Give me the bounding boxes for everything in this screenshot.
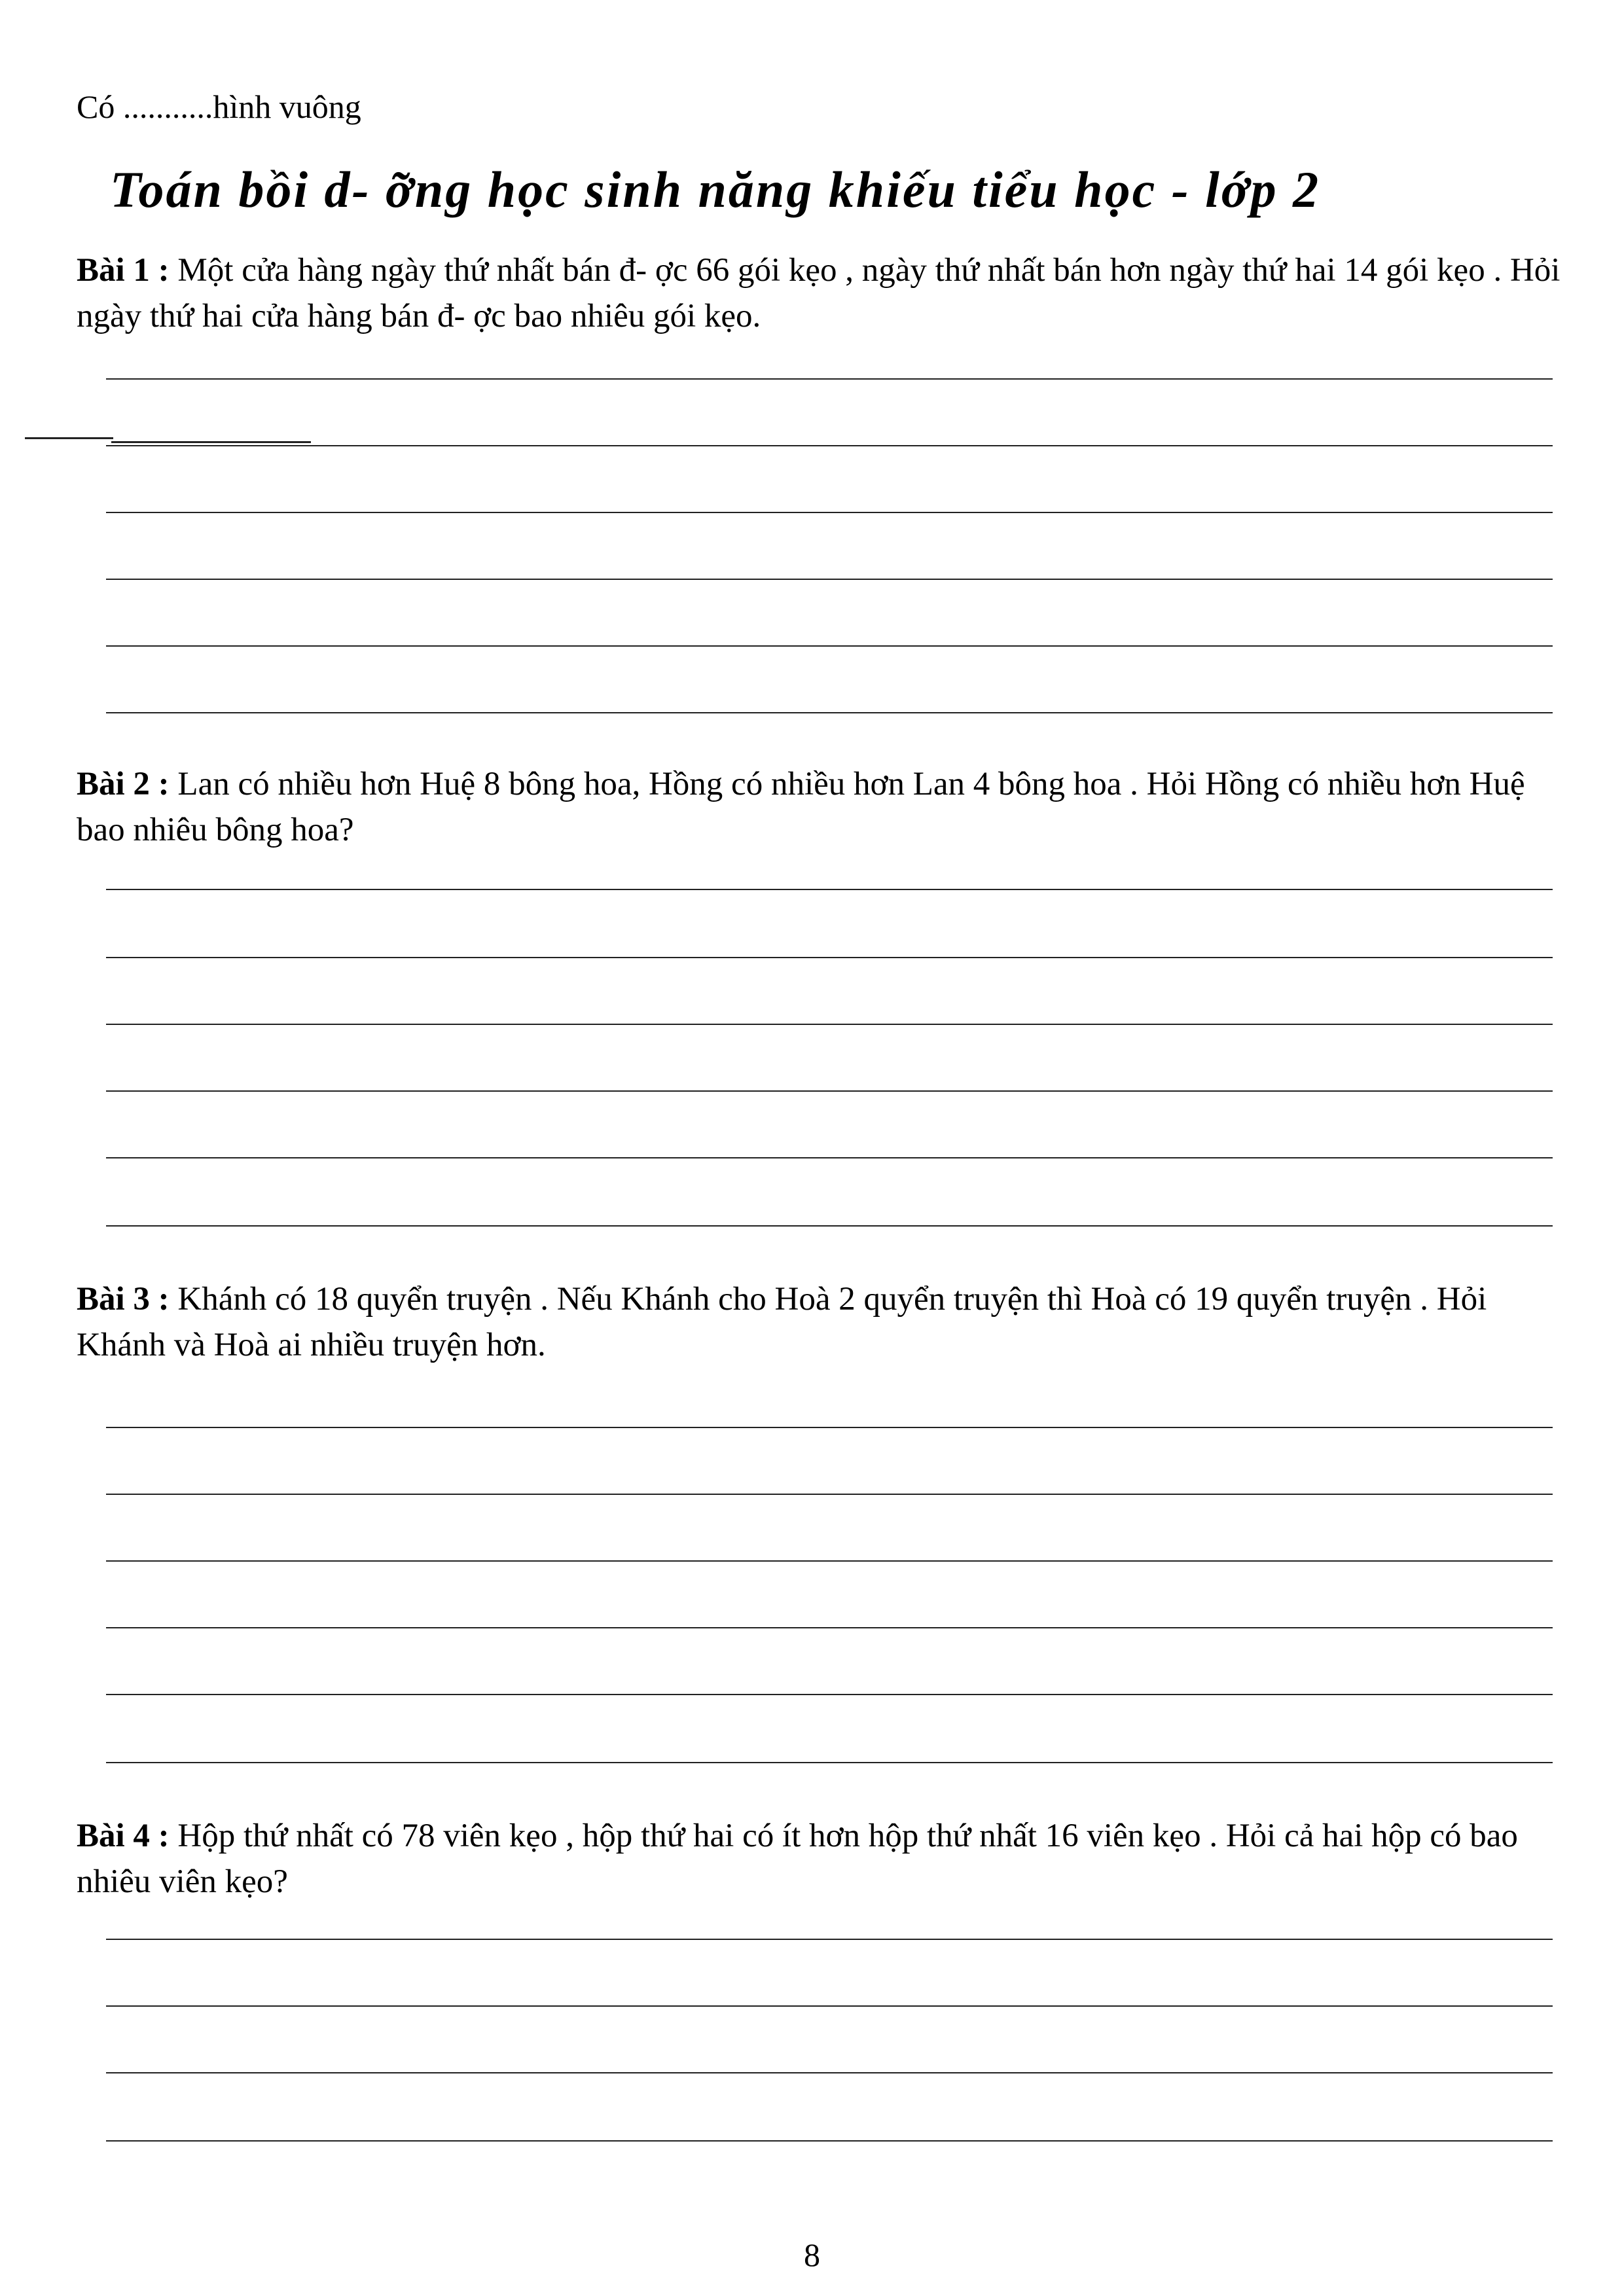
answer-line [106, 1024, 1553, 1025]
problem-1 [77, 247, 1562, 339]
answer-line [106, 1939, 1553, 1940]
problem-label: Bài 3 : [77, 1281, 170, 1318]
answer-line [106, 1627, 1553, 1628]
problem-4 [77, 1813, 1562, 1905]
answer-line [106, 2140, 1553, 2142]
answer-line [106, 645, 1553, 647]
answer-line [106, 2072, 1553, 2073]
problem-text: Lan có nhiều hơn Huệ 8 bông hoa, Hồng có nhiều hơn Lan 4 bông hoa . Hỏi Hồng có nhiều hơn Huệ bao nhiêu bông hoa? [77, 766, 1525, 848]
answer-line [106, 1427, 1553, 1428]
answer-line [106, 957, 1553, 958]
shape-count-line: Có ...........hình vuông [77, 88, 361, 125]
answer-line [106, 712, 1553, 713]
answer-line [106, 445, 1553, 446]
answer-line [106, 579, 1553, 580]
problem-text: Khánh có 18 quyển truyện . Nếu Khánh cho Hoà 2 quyển truyện thì Hoà có 19 quyển truyện . Hỏi Khánh và Hoà ai nhiều truyện hơn. [77, 1281, 1487, 1363]
answer-line [106, 1762, 1553, 1763]
problem-text: Một cửa hàng ngày thứ nhất bán đ- ợc 66 gói kẹo , ngày thứ nhất bán hơn ngày thứ hai 14 gói kẹo . Hỏi ngày thứ hai cửa hàng bán đ- ợc bao nhiêu gói kẹo. [77, 252, 1561, 334]
answer-line [106, 889, 1553, 890]
margin-stub-line [111, 441, 311, 443]
problem-2 [77, 761, 1562, 853]
problem-3 [77, 1276, 1562, 1368]
problem-text: Hộp thứ nhất có 78 viên kẹo , hộp thứ hai có ít hơn hộp thứ nhất 16 viên kẹo . Hỏi cả hai hộp có bao nhiêu viên kẹo? [77, 1818, 1518, 1900]
answer-line [106, 1560, 1553, 1562]
answer-line [106, 1225, 1553, 1227]
problem-label: Bài 2 : [77, 766, 170, 802]
answer-line [106, 1157, 1553, 1158]
problem-label: Bài 1 : [77, 252, 170, 289]
answer-line [106, 1090, 1553, 1092]
answer-line [106, 378, 1553, 380]
page-title: Toán bồi d- ỡng học sinh năng khiếu tiểu học - lớp 2 [110, 161, 1321, 218]
answer-line [106, 1694, 1553, 1695]
answer-line [106, 2005, 1553, 2007]
answer-line [106, 1494, 1553, 1495]
page-number: 8 [804, 2236, 820, 2273]
problem-label: Bài 4 : [77, 1818, 170, 1854]
answer-line [106, 512, 1553, 513]
margin-stub-line [25, 437, 113, 439]
